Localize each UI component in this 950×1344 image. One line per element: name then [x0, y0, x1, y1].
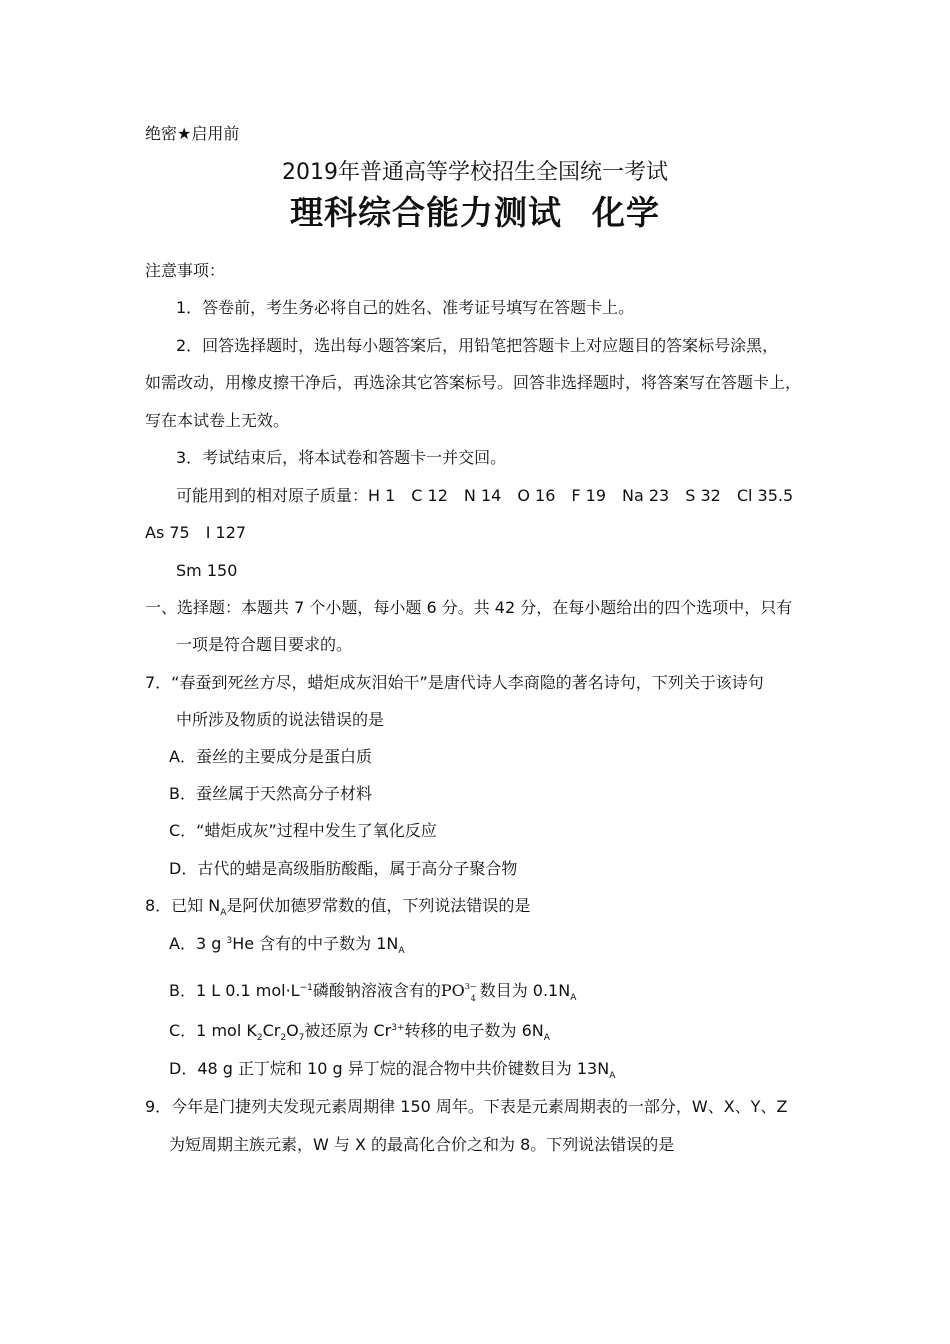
- q8-c-subscript-2: 2: [280, 1033, 287, 1043]
- note-item-3: 3．考试结束后，将本试卷和答题卡一并交回。: [176, 448, 507, 467]
- q8-c-subscript-1: 2: [256, 1033, 263, 1043]
- q8-stem-subscript: A: [220, 908, 227, 918]
- q8-option-d: [169, 1059, 615, 1079]
- q8-b-subscript: A: [570, 993, 577, 1003]
- subject-sub: 化学: [592, 193, 660, 232]
- atomic-masses-line-1: 可能用到的相对原子质量：H 1 C 12 N 14 O 16 F 19 Na 23 S 32 Cl 35.5: [176, 486, 794, 505]
- subject-title: [0, 193, 950, 233]
- section-intro-line-1: 一、选择题：本题共 7 个小题，每小题 6 分。共 42 分，在每小题给出的四个选项中，只有: [145, 598, 793, 617]
- phosphate-charge: 3−: [464, 982, 477, 991]
- q8-option-b: [169, 977, 576, 1009]
- exam-title: 2019年普通高等学校招生全国统一考试: [282, 160, 668, 185]
- q8-d-subscript: A: [609, 1071, 616, 1081]
- section-intro-line-2: 一项是符合题目要求的。: [176, 635, 353, 654]
- note-item-2-line-1: 2．回答选择题时，选出每小题答案后，用铅笔把答题卡上对应题目的答案标号涂黑，: [176, 336, 779, 355]
- q9-stem-line-2: 为短周期主族元素，W 与 X 的最高化合价之和为 8。下列说法错误的是: [169, 1135, 675, 1154]
- note-item-2-line-3: 写在本试卷上无效。: [145, 411, 290, 430]
- q8-c-subscript-4: A: [543, 1033, 550, 1043]
- q8-b-text-end: 数目为 0.1N: [479, 981, 571, 1000]
- q7-option-d: D．古代的蜡是高级脂肪酸酯，属于高分子聚合物: [169, 859, 518, 878]
- q8-a-subscript: A: [398, 946, 405, 956]
- q8-b-text: B．1 L 0.1 mol·L: [169, 981, 300, 1000]
- q8-c-text-cr: Cr: [262, 1021, 281, 1040]
- q8-a-text: A．3 g: [169, 934, 227, 953]
- q8-c-text-end: 转移的电子数为 6N: [404, 1021, 544, 1040]
- subject-main: 理科综合能力测试: [290, 193, 562, 232]
- phosphate-formula: PO: [440, 981, 465, 1000]
- q8-stem: [145, 896, 530, 916]
- atomic-masses-line-2: As 75 I 127: [145, 523, 247, 542]
- q7-option-b: B．蚕丝属于天然高分子材料: [169, 784, 372, 803]
- q8-a-superscript: 3: [226, 936, 233, 946]
- secret-mark: 绝密★启用前: [145, 124, 240, 143]
- q8-a-text-mid: He 含有的中子数为 1N: [232, 934, 399, 953]
- q8-c-subscript-3: 7: [298, 1033, 305, 1043]
- q7-option-a: A．蚕丝的主要成分是蛋白质: [169, 747, 372, 766]
- note-item-2-line-2: 如需改动，用橡皮擦干净后，再选涂其它答案标号。回答非选择题时，将答案写在答题卡上，: [145, 373, 802, 392]
- q8-c-text-mid: 被还原为 Cr: [304, 1021, 392, 1040]
- q9-stem-line-1: 9．今年是门捷列夫发现元素周期律 150 周年。下表是元素周期表的一部分，W、X、Y、Z: [145, 1097, 788, 1116]
- q8-stem-text: 8．已知 N: [145, 896, 221, 915]
- q8-stem-text-end: 是阿伏加德罗常数的值，下列说法错误的是: [226, 896, 531, 915]
- q7-stem-line-2: 中所涉及物质的说法错误的是: [176, 710, 385, 729]
- notes-heading: 注意事项：: [145, 261, 226, 280]
- atomic-masses-line-3: Sm 150: [176, 561, 238, 580]
- q8-c-superscript: 3+: [391, 1023, 405, 1033]
- phosphate-ion: [440, 981, 477, 1003]
- q8-b-superscript: −1: [299, 983, 313, 993]
- q7-stem-line-1: 7．“春蚕到死丝方尽，蜡炬成灰泪始干”是唐代诗人李商隐的著名诗句，下列关于该诗句: [145, 673, 764, 692]
- q8-c-text-o: O: [286, 1021, 299, 1040]
- note-item-1: 1．答卷前，考生务必将自己的姓名、准考证号填写在答题卡上。: [176, 298, 635, 317]
- q8-option-a: [169, 934, 405, 954]
- q8-option-c: [169, 1021, 550, 1041]
- q8-b-text-mid: 磷酸钠溶液含有的: [312, 981, 441, 1000]
- phosphate-subscript: 4: [470, 994, 476, 1003]
- q8-c-text: C．1 mol K: [169, 1021, 257, 1040]
- q8-d-text: D．48 g 正丁烷和 10 g 异丁烷的混合物中共价键数目为 13N: [169, 1059, 610, 1078]
- q7-option-c: C．“蜡炬成灰”过程中发生了氧化反应: [169, 821, 437, 840]
